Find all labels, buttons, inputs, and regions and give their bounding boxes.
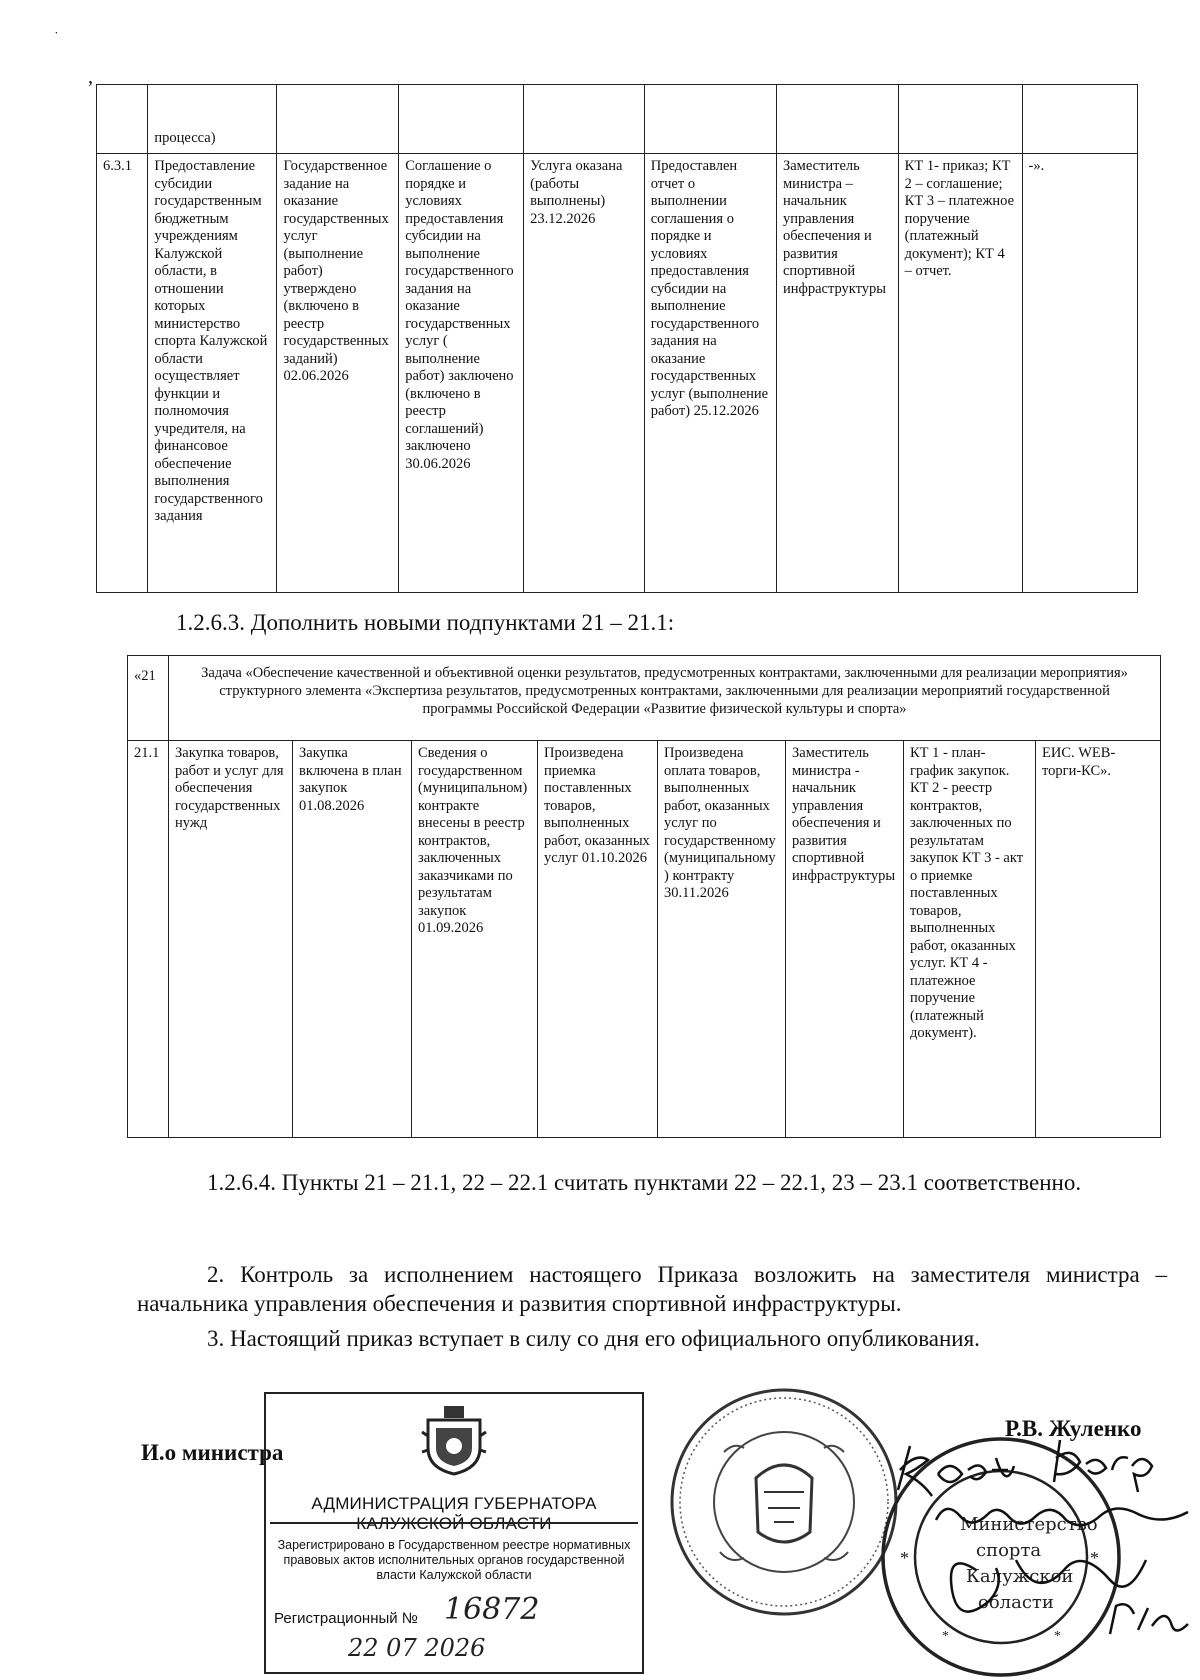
information-system: ЕИС. WEB-торги-КС». xyxy=(1036,741,1161,1138)
signer-name: Р.В. Жуленко xyxy=(1005,1416,1142,1441)
responsible-person: Заместитель министра – начальник управления обеспечения и развития спортивной инфраструктуры xyxy=(776,154,898,593)
table-cell xyxy=(97,85,148,154)
paragraph-2: 2. Контроль за исполнением настоящего Приказа возложить на заместителя министра – начальника управления обеспечения и развития спортивной инфраструктуры. xyxy=(137,1262,1167,1316)
stamp-divider xyxy=(270,1522,638,1524)
paragraph-1-2-6-4: 1.2.6.4. Пункты 21 – 21.1, 22 – 22.1 считать пунктами 22 – 22.1, 23 – 23.1 соответственно. xyxy=(207,1170,1082,1195)
table-row xyxy=(128,741,1161,1138)
handwritten-signature-icon xyxy=(876,1430,1200,1678)
table-cell xyxy=(776,85,898,154)
task-row xyxy=(128,656,1161,741)
task-number: «21 xyxy=(128,656,169,741)
checkpoint-4: Произведена оплата товаров, выполненных работ, оказанных услуг по государственному (муниципальному) контракту 30.11.2026 xyxy=(658,741,786,1138)
paragraph-1-2-6-3: 1.2.6.3. Дополнить новыми подпунктами 21 – 21.1: xyxy=(176,610,675,635)
table-row xyxy=(97,154,1138,593)
stamp-date: 22 07 2026 xyxy=(348,1634,486,1662)
stamp-number: 16872 xyxy=(444,1592,540,1627)
table-header-row xyxy=(97,85,1138,154)
confirming-documents: КТ 1 - план-график закупок. КТ 2 - реестр контрактов, заключенных по результатам закупок КТ 3 - акт о приемке поставленных товаров, выполненных работ, оказанных услуг. КТ 4 - платежное поручение (платежный документ). xyxy=(904,741,1036,1138)
confirming-documents: КТ 1- приказ; КТ 2 – соглашение; КТ 3 – платежное поручение (платежный документ); КТ 4 – отчет. xyxy=(898,154,1022,593)
row-number: 6.3.1 xyxy=(97,154,148,593)
svg-text:Калужской: Калужской xyxy=(966,1566,1074,1587)
checkpoint-2: Сведения о государственном (муниципальном) контракте внесены в реестр контрактов, заключенных заказчиками по результатам закупок 01.09.2026 xyxy=(412,741,538,1138)
new-subitems-table xyxy=(127,655,1161,1138)
table-cell xyxy=(644,85,776,154)
round-seal-icon xyxy=(664,1382,904,1622)
paragraph-3: 3. Настоящий приказ вступает в силу со дня его официального опубликования. xyxy=(207,1326,980,1351)
continued-plan-table xyxy=(96,84,1138,593)
measure-name: Закупка товаров, работ и услуг для обеспечения государственных нужд xyxy=(169,741,293,1138)
table-cell xyxy=(277,85,399,154)
measure-name: Предоставление субсидии государственным бюджетным учреждениям Калужской области, в отношении которых министерство спорта Калужской области осуществляет функции и полномочия учредителя, на финансовое обеспечение выполнения государственного задания xyxy=(148,154,277,593)
coat-of-arms-icon xyxy=(414,1402,494,1478)
svg-text:*: * xyxy=(942,1629,949,1644)
stamp-registration-text: Зарегистрировано в Государственном реестре нормативных правовых актов исполнительных органов государственной власти Калужской области xyxy=(277,1538,631,1582)
table-cell xyxy=(1022,85,1138,154)
checkpoint-1: Государственное задание на оказание государственных услуг (выполнение работ) утверждено (включено в реестр государственных заданий) 02.06.2026 xyxy=(277,154,399,593)
stamp-authority: АДМИНИСТРАЦИЯ ГУБЕРНАТОРА КАЛУЖСКОЙ ОБЛАСТИ xyxy=(311,1494,597,1533)
svg-text:*: * xyxy=(1054,1629,1061,1644)
checkpoint-1: Закупка включена в план закупок 01.08.2026 xyxy=(293,741,412,1138)
svg-text:области: области xyxy=(978,1592,1054,1613)
scan-speck: ˙ xyxy=(54,30,59,45)
checkpoint-3: Произведена приемка поставленных товаров, выполненных работ, оказанных услуг 01.10.2026 xyxy=(538,741,658,1138)
row-number: 21.1 xyxy=(128,741,169,1138)
scan-speck: , xyxy=(88,66,93,88)
stamp-number-label: Регистрационный № xyxy=(274,1610,418,1627)
checkpoint-2: Соглашение о порядке и условиях предоставления субсидии на выполнение государственного задания на оказание государственных услуг ( выполнение работ) заключено (включено в реестр соглашений) заключено 30.06.2026 xyxy=(399,154,524,593)
table-cell xyxy=(524,85,645,154)
svg-text:спорта: спорта xyxy=(976,1540,1042,1561)
responsible-person: Заместитель министра - начальник управления обеспечения и развития спортивной инфраструктуры xyxy=(786,741,904,1138)
checkpoint-3: Услуга оказана (работы выполнены) 23.12.2026 xyxy=(524,154,645,593)
signer-position: И.о министра xyxy=(141,1440,284,1465)
table-cell xyxy=(399,85,524,154)
svg-text:*: * xyxy=(900,1548,909,1568)
registration-stamp xyxy=(264,1392,644,1674)
svg-text:Министерство: Министерство xyxy=(960,1514,1098,1535)
table-cell xyxy=(898,85,1022,154)
information-system: -». xyxy=(1022,154,1138,593)
checkpoint-4: Предоставлен отчет о выполнении соглашения о порядке и условиях предоставления субсидии на выполнение государственного задания на оказание государственных услуг (выполнение работ) 25.12.2026 xyxy=(644,154,776,593)
task-title: Задача «Обеспечение качественной и объективной оценки результатов, предусмотренных контрактами, заключенными для реализации мероприятия» структурного элемента «Экспертиза результатов, предусмотренных контрактами, заключенными для реализации мероприятий государственной программы Российской Федерации «Развитие физической культуры и спорта» xyxy=(169,656,1161,741)
svg-text:*: * xyxy=(1090,1548,1099,1568)
table-cell: процесса) xyxy=(148,85,277,154)
